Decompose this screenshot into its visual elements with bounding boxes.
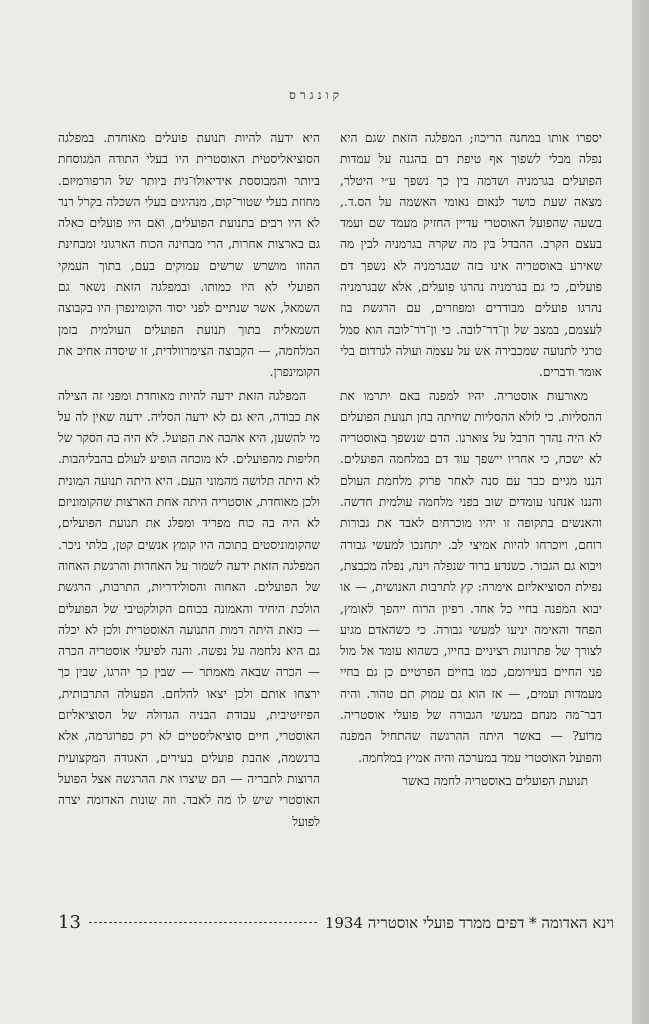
footer-dashed-rule [89, 922, 317, 923]
paragraph: מאורעות אוסטריה. יהיו למפנה באם יתרמו את ההסליות. כי לולא ההסליות שחיתה בחן תנועת הפועלים לא היה נהדך הרבל על צוארנו. הדם שנשפך באוסטריה לא ישכח, כי אחריו יישפך עוד דם במלחמה הפועלים. הננו מגיים כבר עם סנה לאחר פרוק מלחמת העולם והננו אנחנו עומדים שוב בפני מלחמה עולמית חדשה. והאנשים בתקופה זו יהיו מוכרחים לאבד את גבורות רוחם, ויוכרחו להיות אמיצי לב. יתחנכו למעשי גבורה ויבוא גם הגבור. כשנדע ברוד שנפלה וינה, נפלה מכבצת, נפילת הסוציאליזם אימרה: קץ לתרבות האנושית, — או יבוא המפנה בחיי כל אחד. רפיון הרוח ייהפך לאומץ, הפחד והאימה יניעו למעשי גבורה. כי כשהאדם מגיע לצורך של פתרונות רציניים בחייו, כשהוא עומד אל מול פני החיים בעירומם, כמו בחיים הפרטיים כן גם בחיי מעמדות ועמים, — אז הוא גם עמוק תם טהור. והיה דבר־מה מנחם במעשי הגבורה של פועלי אוסטריה. מדוע? — באשר היתה ההרגשה שהתחיל המפנה והפועל האוסטרי עמד במערכה והיה אמיץ במלחמה. [340, 388, 602, 765]
paragraph: תנועת הפועלים באוסטריה לחמה באשר [402, 773, 588, 788]
running-head: קונגרס [288, 88, 344, 102]
left-column [58, 128, 320, 835]
footer-title: וינא האדומה * דפים ממרד פועלי אוסטריה 1934 [324, 914, 614, 932]
paragraph: היא ידעה להיות תנועת פועלים מאוחדת. במפלגה הסוציאליסטית האוסטרית היו בעלי התודה המגוסחת ביותר והמבוססת אידיאולו־גית ביותר של הרפורמיזם. מחוזת בעלי שטור־קום, מנהיגים בעלי השכלה בקרל רנר לא היו רבים בתנועת הפועלים, ואם היו פועלים כאלה גם בארצות אחרות, הרי מבחינה הכוח הארגוני ומבחינת ההוזו מושרש שרשים עמוקים בעם, בתוך העמקי הפועלי לא היו כמותו. ובמפלגה הזאת נשאר גם השמאל, אשר שנתיים לפני יסוד הקומינפרן היו בקבוצה השמאלית בתוך תנועת הפועלים העולמית בזמן המלחמה, — הקבוצה הצימרוולדית, זו שיסדה אחיכ את הקומינפרן. [58, 131, 320, 380]
paragraph: המפלגה הזאת ידעה להיות מאוחדת ומפני זה הצילה את כבודה, היא גם לא ידעה הסליה. ידעה שאין לה על מי להשען, היא אהבה את הפועל. לא היה בה הסקר של חליפות מהפועלים. לא מוכחה הופיע לעולם בהבליהבות. לא היתה תלושה מהמוני העם. היא היתה תנועה המונית ולכן מאוחדת, אוסטריה היתה אחת הארצות שהקומוניזם לא היה בה כוח מפריד ומפלג את תנועת הפועלים, שהקומוניסטים בתוכה היו קומץ אנשים קטן, בלתי ניכר. המפלגה הזאת ידעה לשמור על האחדות והרגשת האחוה של הפועלים. האחוה והסולידריות, התרבות, הרגשת הולכת היחיד והאמונה בכוחם הקולקטיבי של הפועלים — כזאת היתה דמות התנועה האוסטרית ולכן לא יכלה גם היא נלחמה על נפשה. והנה לפיעלי אוסטריה הכרה — הכרה שבאה מאמתר — שבין כך יהרגו, שבין כך ירצחו אותם ולכן יצאו להלחם. הפעולה התרבותית, הפיזיטיבית, עבודת הבניה הגדולה של הסוציאליזם האוסטרי, חיים סוציאליסטיים לא רק כפרוגרמה, אלא ברנשמה, אהבת פועלים בעירים, האגודה המקצועית הרוצות לתבריה — הם שיצרו את ההרגשה אצל הפועל האוסטרי שיש לו מה לאבד. וזה שונות האדומה יצרה לפועל [58, 388, 320, 829]
page-edge [632, 0, 649, 1024]
page-footer [58, 912, 614, 933]
page-number: 13 [58, 912, 81, 933]
paragraph: יספרו אותו במחנה הריכוז; המפלגה הזאת שגם היא נפלה מבלי לשפוך אף טיפת דם בהגנה על עמדות הפועלים בגרמניה ושדמה בין כך נשפך ע״י היטלר, מצאה שעת כושר לנאום נאומי האשמה על הס.ד., בשעה שהפועל האוסטרי עדיין החזיק מעמד שם ועמד בעצם הקרב. ההבדל בין מה שקרה בגרמניה לבין מה שאירע באוסטריה אינו בזה שבגרמניה לא נשפך דם פועלים, כי גם בגרמניה נהרגו פועלים, אלא שבגרמניה נהרגו פועלים מבודדים ומפוזרים, עם הרגשת בוז לעצמם, במצב של ון־דר־לובה. כי ון־דר־לובה הוא סמל טרגי לתנועה שמכבירה אש על עצמה ועולה לגרדום בלי אומר ודברים. [340, 131, 602, 380]
right-column [340, 128, 602, 794]
